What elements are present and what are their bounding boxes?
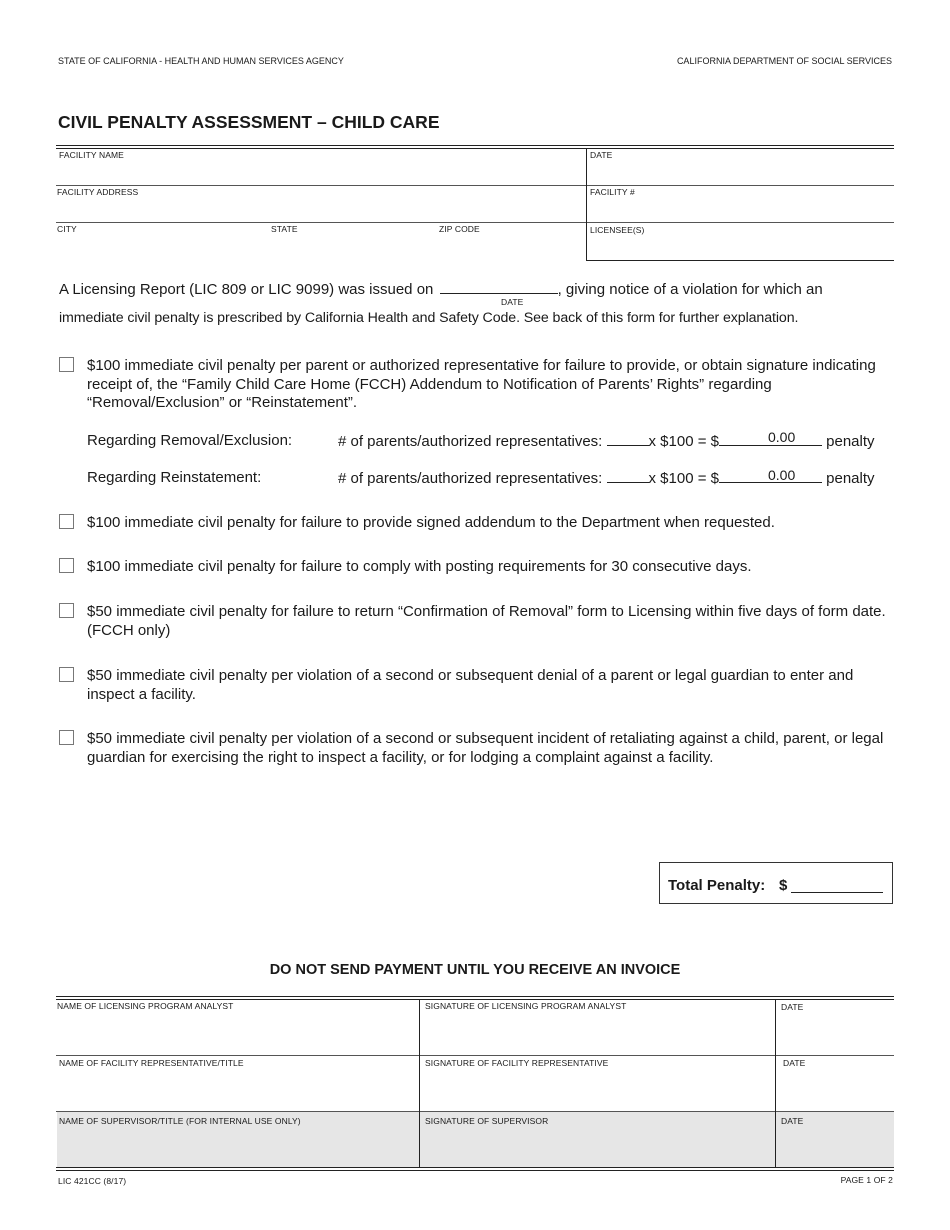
notice-date-blank[interactable] xyxy=(440,280,558,294)
analyst-signature-field[interactable] xyxy=(420,1000,775,1055)
total-penalty-currency: $ xyxy=(779,877,788,894)
calc-row-2-amount: 0.00 xyxy=(768,467,796,483)
supervisor-date-field[interactable] xyxy=(776,1112,894,1167)
item-2-text: $100 immediate civil penalty for failure to provide signed addendum to the Department when requested. xyxy=(87,514,775,531)
grid-bottom-rule xyxy=(586,260,894,261)
analyst-date-field[interactable] xyxy=(776,1000,894,1055)
department-header: CALIFORNIA DEPARTMENT OF SOCIAL SERVICES xyxy=(676,56,892,66)
supervisor-name-label: NAME OF SUPERVISOR/TITLE (FOR INTERNAL USE ONLY) xyxy=(59,1116,301,1126)
item-6-checkbox[interactable] xyxy=(59,730,74,745)
item-3-text: $100 immediate civil penalty for failure to comply with posting requirements for 30 consecutive days. xyxy=(87,558,752,575)
item-5-text: $50 immediate civil penalty per violation of a second or subsequent denial of a parent or legal guardian to enter and inspect a facility. xyxy=(87,667,854,703)
calc-row-1-multiplier: x $100 = $ xyxy=(648,433,719,450)
rep-signature-field[interactable] xyxy=(420,1056,775,1111)
facility-number-label: FACILITY # xyxy=(590,187,635,197)
city-label: CITY xyxy=(57,224,77,234)
notice-line-1 xyxy=(59,280,823,298)
calc-row-2-label: Regarding Reinstatement: xyxy=(87,469,262,486)
total-penalty-label: Total Penalty: xyxy=(668,877,766,894)
facility-name-label: FACILITY NAME xyxy=(59,150,124,160)
calc-row-1-count-label: # of parents/authorized representatives: xyxy=(338,433,603,450)
form-title: CIVIL PENALTY ASSESSMENT – CHILD CARE xyxy=(58,112,440,132)
item-6-text: $50 immediate civil penalty per violation of a second or subsequent incident of retaliating against a child, parent, or legal guardian for exercising the right to inspect a facility, or for lodging a complaint against a facility. xyxy=(87,730,884,766)
facility-address-field[interactable] xyxy=(56,186,586,222)
calc-row-2-count-label: # of parents/authorized representatives: xyxy=(338,470,603,487)
item-4-text: $50 immediate civil penalty for failure to return “Confirmation of Removal” form to Licensing within five days of form date. (FCCH only) xyxy=(87,603,886,639)
form-id: LIC 421CC (8/17) xyxy=(58,1176,127,1186)
supervisor-date-label: DATE xyxy=(781,1116,804,1126)
rep-name-field[interactable] xyxy=(56,1056,419,1111)
city-field[interactable] xyxy=(56,223,266,260)
payment-notice: DO NOT SEND PAYMENT UNTIL YOU RECEIVE AN INVOICE xyxy=(269,962,681,978)
total-penalty-box xyxy=(659,862,893,904)
zip-code-field[interactable] xyxy=(438,223,584,260)
item-1-checkbox[interactable] xyxy=(59,357,74,372)
item-5-checkbox[interactable] xyxy=(59,667,74,682)
state-field[interactable] xyxy=(270,223,435,260)
analyst-name-label: NAME OF LICENSING PROGRAM ANALYST xyxy=(57,1001,234,1011)
rep-date-field[interactable] xyxy=(776,1056,894,1111)
item-3-checkbox[interactable] xyxy=(59,558,74,573)
sig-top-rule xyxy=(56,996,894,997)
sig-bottom-rule xyxy=(56,1167,894,1168)
calc-row-1-count-blank[interactable] xyxy=(607,432,649,446)
rep-signature-label: SIGNATURE OF FACILITY REPRESENTATIVE xyxy=(425,1058,609,1068)
rep-date-label: DATE xyxy=(783,1058,806,1068)
calc-row-1-amount: 0.00 xyxy=(768,429,796,445)
facility-name-field[interactable] xyxy=(56,149,586,185)
calc-row-2-count-blank[interactable] xyxy=(607,469,649,483)
licensees-label: LICENSEE(S) xyxy=(590,225,645,235)
calc-row-1-suffix: penalty xyxy=(826,433,875,450)
facility-address-label: FACILITY ADDRESS xyxy=(57,187,139,197)
sig-bottom-rule-2 xyxy=(56,1170,894,1171)
item-4-checkbox[interactable] xyxy=(59,603,74,618)
calc-row-1-label: Regarding Removal/Exclusion: xyxy=(87,432,293,449)
date-label: DATE xyxy=(590,150,613,160)
calc-row-2-multiplier: x $100 = $ xyxy=(648,470,719,487)
notice-line-1-end: , giving notice of a violation for which an xyxy=(557,281,823,298)
analyst-signature-label: SIGNATURE OF LICENSING PROGRAM ANALYST xyxy=(425,1001,627,1011)
item-1-text: $100 immediate civil penalty per parent or authorized representative for failure to provide, or obtain signature indicating receipt of, the “Family Child Care Home (FCCH) Addendum to Notification of Parents’ Rights” regarding “Removal/Exclusion” or “Reinstatement”. xyxy=(87,357,876,411)
facility-number-field[interactable] xyxy=(587,186,894,222)
total-penalty-blank[interactable] xyxy=(791,879,883,893)
licensees-field[interactable] xyxy=(587,223,894,260)
item-2-checkbox[interactable] xyxy=(59,514,74,529)
agency-header: STATE OF CALIFORNIA - HEALTH AND HUMAN SERVICES AGENCY xyxy=(58,56,344,66)
state-label: STATE xyxy=(271,224,298,234)
calc-row-2-suffix: penalty xyxy=(826,470,875,487)
analyst-name-field[interactable] xyxy=(56,1000,419,1055)
notice-date-caption: DATE xyxy=(501,297,524,307)
rep-name-label: NAME OF FACILITY REPRESENTATIVE/TITLE xyxy=(59,1058,244,1068)
supervisor-signature-label: SIGNATURE OF SUPERVISOR xyxy=(425,1116,549,1126)
notice-line-2: immediate civil penalty is prescribed by California Health and Safety Code. See back of this form for further explanation. xyxy=(59,310,799,326)
date-field[interactable] xyxy=(587,149,894,185)
grid-top-rule xyxy=(56,145,894,146)
page-number: PAGE 1 OF 2 xyxy=(840,1175,893,1185)
zip-code-label: ZIP CODE xyxy=(439,224,480,234)
supervisor-signature-field[interactable] xyxy=(420,1112,775,1167)
supervisor-name-field[interactable] xyxy=(56,1112,419,1167)
notice-line-1-start: A Licensing Report (LIC 809 or LIC 9099) was issued on xyxy=(59,281,434,298)
analyst-date-label: DATE xyxy=(781,1002,804,1012)
